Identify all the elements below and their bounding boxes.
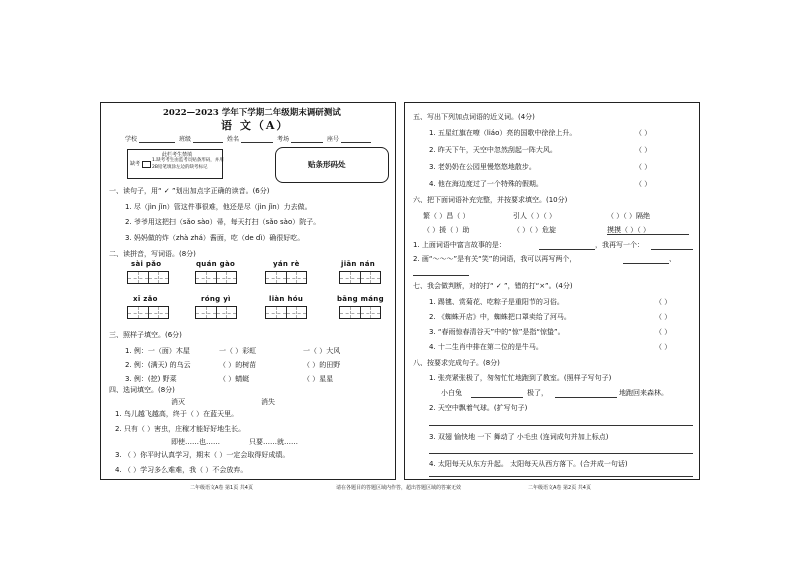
q8-answer-1a[interactable] (471, 397, 523, 398)
pinyin-8: bāng máng (337, 295, 384, 303)
q2-heading: 二、读拼音，写词语。(8分) (109, 250, 196, 258)
q4-word-1: 消灭 (171, 398, 185, 406)
school-label: 学校 (125, 136, 138, 143)
q8-answer-2[interactable] (429, 425, 693, 426)
pinyin-1: sài pǎo (131, 260, 162, 268)
room-field[interactable] (291, 142, 323, 143)
pinyin-6: róng yì (201, 295, 231, 303)
q5-answer-4[interactable]: （ ） (635, 180, 652, 188)
q6-answer-1b[interactable] (651, 249, 693, 250)
q3-heading: 三、照样子填空。(6分) (109, 331, 182, 339)
q7-item-2: 2. 《蜘蛛开店》中，蜘蛛把口罩卖给了河马。 (429, 313, 571, 321)
writing-grid-5[interactable] (127, 306, 169, 319)
pinyin-7: liàn hóu (269, 295, 304, 303)
exam-page-right (404, 102, 700, 480)
q6-line-1b: ，我再写一个： (595, 241, 644, 249)
writing-grid-1[interactable] (127, 271, 169, 284)
exam-title: 2022—2023 学年下学期二年级期末调研测试 (163, 108, 341, 118)
writing-grid-2[interactable] (195, 271, 237, 284)
seat-field[interactable] (341, 142, 371, 143)
footer-right: 二年级语文A卷 第2页 共4页 (528, 485, 591, 491)
q7-answer-3[interactable]: （ ） (655, 328, 672, 336)
class-label: 班级 (179, 136, 192, 143)
q8-heading: 八、按要求完成句子。(8分) (413, 359, 500, 367)
q6-idiom-6-underline (607, 234, 689, 235)
q8-answer-4[interactable] (429, 476, 693, 477)
name-label: 姓名 (227, 136, 240, 143)
pinyin-4: jiān nán (341, 260, 376, 268)
q6-heading: 六、把下面词语补充完整，并按要求填空。(10分) (413, 196, 568, 204)
q4-word-4: 只要……就…… (249, 438, 298, 446)
q1-heading: 一、读句子，用“ ✓ ”划出加点字正确的读音。(6分) (109, 187, 270, 195)
q8-line-4: 4. 太阳每天从东方升起。 太阳每天从西方落下。(合并成一句话) (429, 460, 628, 468)
q5-item-1: 1. 五星红旗在嘹（liáo）亮的国歌中徐徐上升。 (429, 129, 577, 137)
q5-answer-2[interactable]: （ ） (635, 146, 652, 154)
footer-left: 二年级语文A卷 第1页 共4页 (190, 485, 253, 491)
notice-text-2: 2B铅笔填涂左边的缺考标记 (152, 165, 208, 170)
q5-item-4: 4. 他在海边度过了一个特殊的假期。 (429, 180, 543, 188)
school-field[interactable] (139, 142, 175, 143)
q4-word-3: 即使……也…… (171, 438, 220, 446)
exam-page-left (100, 102, 396, 480)
q1-line-1: 1. 尽（jìn jǐn）管这件事很难，他还是尽（jìn jǐn）力去做。 (125, 203, 312, 211)
notice-text-1: 1.缺考考生由监考员贴条形码，并用 (152, 158, 224, 163)
q6-line-1: 1. 上面词语中富言故事的是： (413, 241, 506, 249)
q3-example-1: 1. 例：一（面）木屋 (125, 347, 190, 355)
q3-blank-2a[interactable]: （ ）的树苗 (219, 361, 257, 369)
writing-grid-7[interactable] (265, 306, 307, 319)
pinyin-2: quán gào (196, 260, 236, 268)
absent-checkbox[interactable] (142, 161, 151, 168)
q8-line-1: 1. 张亮紧张极了，匆匆忙忙地跑到了教室。(照样子写句子) (429, 374, 612, 382)
q7-answer-1[interactable]: （ ） (655, 298, 672, 306)
q3-example-3: 3. 例：(挖) 野菜 (125, 375, 177, 383)
room-label: 考场 (277, 136, 290, 143)
q8-example-mid: 极了， (527, 389, 548, 397)
q3-blank-1b[interactable]: 一（ ）大风 (303, 347, 341, 355)
q8-line-2: 2. 天空中飘着气球。(扩写句子) (429, 404, 528, 412)
q6-answer-1a[interactable] (539, 249, 595, 250)
q4-heading: 四、选词填空。(8分) (109, 386, 175, 394)
q5-item-3: 3. 老奶奶在公园里慢悠悠地散步。 (429, 163, 536, 171)
q7-answer-2[interactable]: （ ） (655, 313, 672, 321)
subject-title: 语 文（A） (221, 119, 290, 132)
footer-middle: 请在各题目的答题区域内作答，超出答题区域的答案无效 (336, 485, 462, 491)
pinyin-5: xī zǎo (133, 295, 158, 303)
q5-answer-3[interactable]: （ ） (635, 163, 652, 171)
q8-answer-3[interactable] (429, 453, 693, 454)
q3-blank-1a[interactable]: 一（ ）彩虹 (219, 347, 257, 355)
q6-idiom-6[interactable]: 摸摸（ ）（ ） (607, 226, 650, 234)
q3-blank-2b[interactable]: （ ）的田野 (303, 361, 341, 369)
q5-heading: 五、写出下列加点词语的近义词。(4分) (413, 113, 535, 121)
q3-blank-3b[interactable]: （ ）星星 (303, 375, 334, 383)
q4-line-2: 2. 只有（ ）害虫，庄稼才能好好地生长。 (115, 425, 246, 433)
q6-idiom-1[interactable]: 繁（ ）昌（ ） (423, 212, 470, 220)
barcode-area (275, 147, 389, 183)
q8-line-3: 3. 双翅 愉快地 一下 舞动了 小毛虫 (连词成句并加上标点) (429, 433, 609, 441)
q6-line-2b: 、 (669, 255, 676, 263)
name-field[interactable] (241, 142, 273, 143)
writing-grid-6[interactable] (195, 306, 237, 319)
q6-answer-2a[interactable] (623, 263, 669, 264)
q4-line-1: 1. 鸟儿越飞越高，终于（ ）在蓝天里。 (115, 410, 239, 418)
q5-answer-1[interactable]: （ ） (635, 129, 652, 137)
q6-idiom-4[interactable]: （ ）援（ ）助 (423, 226, 470, 234)
absent-label: 缺考 (130, 161, 141, 167)
barcode-label: 贴条形码处 (308, 160, 346, 169)
q3-example-2: 2. 例：(满天) 的乌云 (125, 361, 191, 369)
q5-item-2: 2. 昨天下午，天空中忽然刮起一阵大风。 (429, 146, 557, 154)
q4-word-2: 消失 (261, 398, 275, 406)
q7-heading: 七、我会做判断，对的打“ ✓ ”，错的打“×”。(4分) (413, 282, 573, 290)
writing-grid-3[interactable] (265, 271, 307, 284)
q3-blank-3a[interactable]: （ ）蜻蜓 (219, 375, 250, 383)
writing-grid-4[interactable] (339, 271, 381, 284)
q4-line-3: 3. （ ）你平时认真学习，期末（ ）一定会取得好成绩。 (115, 451, 290, 459)
q7-item-1: 1. 踢毽、赏菊花、吃粽子是重阳节的习俗。 (429, 298, 564, 306)
q6-answer-2b[interactable] (413, 275, 469, 276)
writing-grid-8[interactable] (339, 306, 381, 319)
q6-line-2: 2. 画“～～～”是有关“笑”的词语，我可以再写两个， (413, 255, 577, 263)
notice-title: 此栏考生禁填 (162, 152, 193, 158)
notice-box (127, 149, 223, 179)
q7-answer-4[interactable]: （ ） (655, 343, 672, 351)
q8-example-subject: 小白兔 (441, 389, 462, 397)
seat-label: 座号 (327, 136, 340, 143)
q1-line-3: 3. 妈妈做的炸（zhà zhá）酱面，吃（de dì）确很好吃。 (125, 234, 305, 242)
q4-line-4: 4. （ ）学习多么难难，我（ ）不会放弃。 (115, 466, 248, 474)
pinyin-3: yán rè (273, 260, 300, 268)
q8-answer-1b[interactable] (555, 397, 617, 398)
q6-idiom-2[interactable]: 引人（ ）（ ） (513, 212, 556, 220)
q6-idiom-3[interactable]: （ ）（ ）隔绝 (607, 212, 650, 220)
q7-item-4: 4. 十二生肖中排在第二位的是牛马。 (429, 343, 543, 351)
q1-line-2: 2. 爷爷用这把扫（sǎo sào）帚，每天打扫（sǎo sào）院子。 (125, 218, 321, 226)
q8-example-end: 地跑回来森林。 (619, 389, 668, 397)
q7-item-3: 3. “春雨惊春清谷天”中的“惊”是指“惊蛰”。 (429, 328, 565, 336)
class-field[interactable] (193, 142, 223, 143)
q6-idiom-5[interactable]: （ ）（ ）危旋 (513, 226, 556, 234)
